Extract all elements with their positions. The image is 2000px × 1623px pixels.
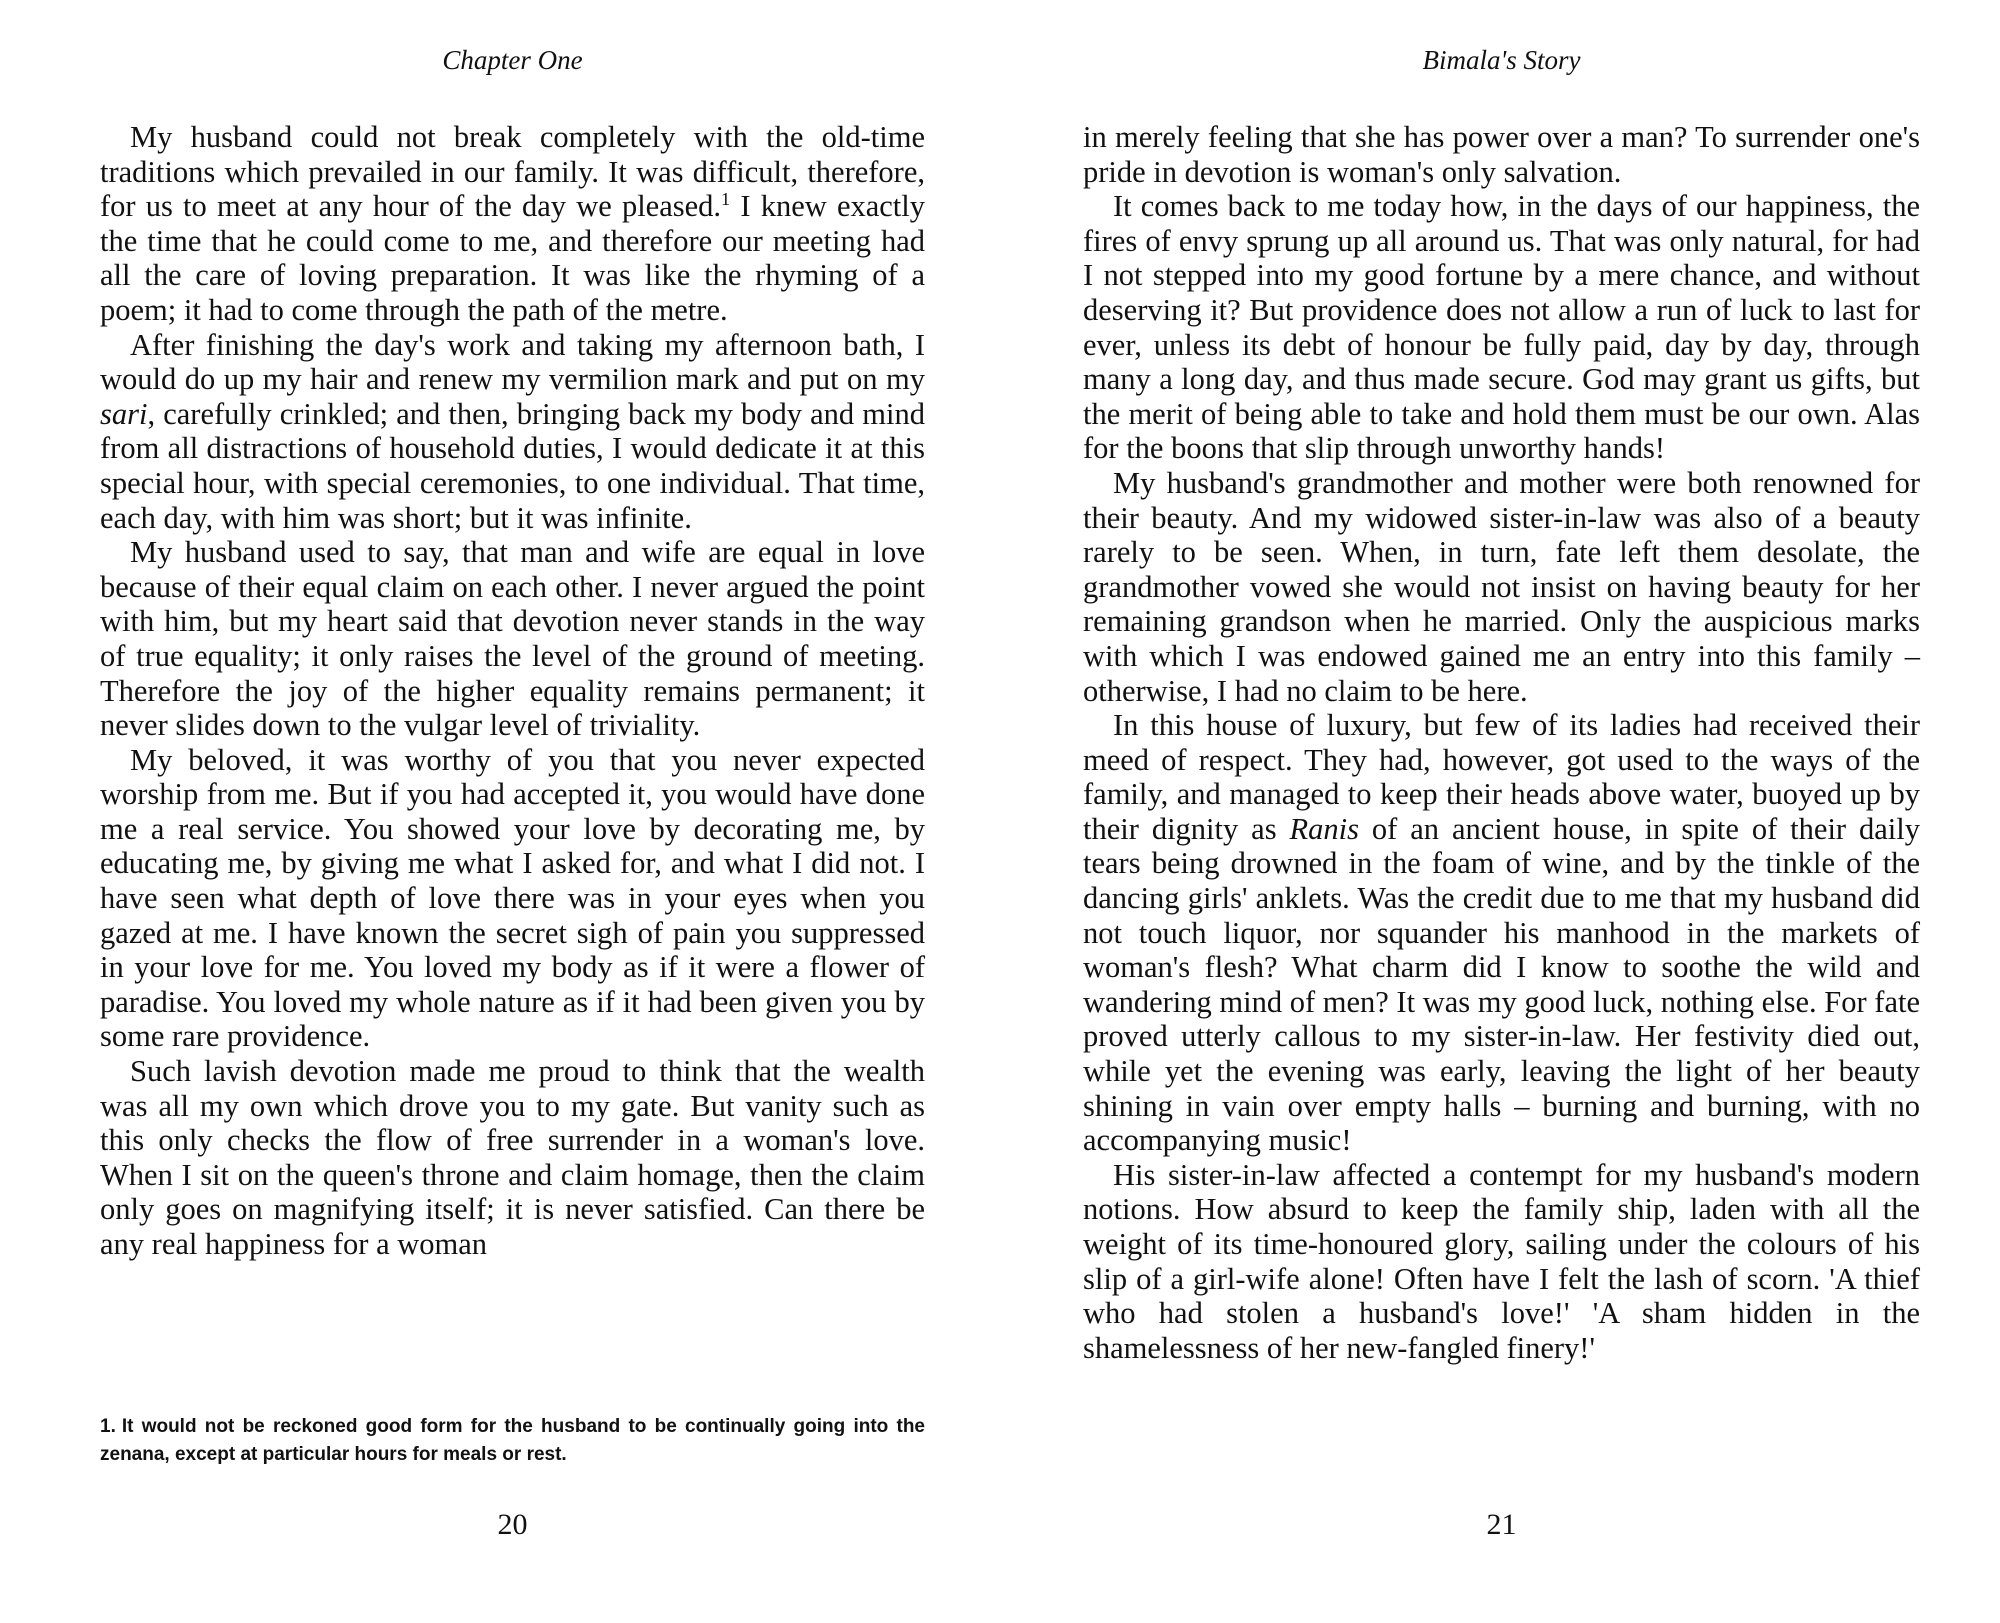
italic-term: sari	[100, 396, 148, 431]
italic-term: Ranis	[1289, 811, 1359, 846]
paragraph: My beloved, it was worthy of you that you never expected worship from me. But if you had accepted it, you would have done me a real service. You showed your love by decorating me, by educating me, by giving me what I asked for, and what I did not. I have seen what depth of love there was in your eyes when you gazed at me. I have known the secret sigh of pain you suppressed in your love for me. You loved my body as if it were a flower of paradise. You loved my whole nature as if it had been given you by some rare providence.	[100, 742, 925, 1054]
left-page-body	[100, 120, 925, 1262]
paragraph	[1083, 708, 1920, 1158]
paragraph-text: of an ancient house, in spite of their daily tears being drowned in the foam of wine, and by the tinkle of the dancing girls' anklets. Was the credit due to me that my husband did not touch liquor, nor squander his manhood in the markets of woman's flesh? What charm did I know to soothe the wild and wandering mind of men? It was my good luck, nothing else. For fate proved utterly callous to my sister-in-law. Her festivity died out, while yet the evening was early, leaving the light of her beauty shining in vain over empty halls – burning and burning, with no accompanying music!	[1083, 811, 1920, 1158]
paragraph-text: My husband could not break completely with the old-time traditions which prevailed in our family. It was difficult, therefore, for us to meet at any hour of the day we pleased.	[100, 120, 925, 224]
page-number-right: 21	[1486, 1508, 1517, 1541]
paragraph: Such lavish devotion made me proud to think that the wealth was all my own which drove you to my gate. But vanity such as this only checks the flow of free surrender in a woman's love. When I sit on the queen's throne and claim homage, then the claim only goes on magnifying itself; it is never satisfied. Can there be any real happiness for a woman	[100, 1054, 925, 1261]
paragraph: My husband's grandmother and mother were both renowned for their beauty. And my widowed sister-in-law was also of a beauty rarely to be seen. When, in turn, fate left them desolate, the grandmother vowed she would not insist on having beauty for her remaining grandson when he married. Only the auspicious marks with which I was endowed gained me an entry into this family – otherwise, I had no claim to be here.	[1083, 465, 1920, 708]
paragraph-text: In this house of luxury, but few of its ladies had received their meed of respect. They had, however, got used to the ways of the family, and managed to keep their heads above water, buoyed up by their dignity as	[1083, 708, 1920, 846]
paragraph	[100, 328, 925, 536]
paragraph-text: , carefully crinkled; and then, bringing back my body and mind from all distractions of household duties, I would dedicate it at this special hour, with special ceremonies, to one individual. That time, each day, with him was short; but it was infinite.	[100, 396, 925, 535]
paragraph-text: After finishing the day's work and taking my afternoon bath, I would do up my hair and renew my vermilion mark and put on my	[100, 327, 925, 397]
running-head-right: Bimala's Story	[1422, 45, 1581, 75]
footnote-text: It would not be reckoned good form for the husband to be continually going into the zenana, except at particular hours for meals or rest.	[100, 1416, 925, 1465]
footnote	[100, 1413, 925, 1469]
paragraph-text: I knew exactly the time that he could come to me, and therefore our meeting had all the care of loving preparation. It was like the rhyming of a poem; it had to come through the path of the metre.	[100, 189, 926, 327]
right-page-body	[1083, 120, 1920, 1365]
footnote-number: 1.	[100, 1416, 116, 1437]
paragraph: His sister-in-law affected a contempt for my husband's modern notions. How absurd to keep the family ship, laden with all the weight of its time-honoured glory, sailing under the colours of his slip of a girl-wife alone! Often have I felt the lash of scorn. 'A thief who had stolen a husband's love!' 'A sham hidden in the shamelessness of her new-fangled finery!'	[1083, 1157, 1920, 1365]
paragraph-continued: in merely feeling that she has power over a man? To surrender one's pride in devotion is woman's only salvation.	[1083, 120, 1920, 189]
paragraph	[100, 120, 925, 328]
right-page	[1083, 0, 1920, 1623]
page-number-left: 20	[497, 1508, 528, 1541]
running-head-left: Chapter One	[442, 45, 583, 75]
paragraph: It comes back to me today how, in the days of our happiness, the fires of envy sprung up all around us. That was only natural, for had I not stepped into my good fortune by a mere chance, and without deserving it? But providence does not allow a run of luck to last for ever, unless its debt of honour be fully paid, day by day, through many a long day, and thus made secure. God may grant us gifts, but the merit of being able to take and hold them must be our own. Alas for the boons that slip through unworthy hands!	[1083, 189, 1920, 466]
left-page	[100, 0, 925, 1623]
footnote-reference: 1	[721, 189, 731, 210]
paragraph: My husband used to say, that man and wife are equal in love because of their equal claim on each other. I never argued the point with him, but my heart said that devotion never stands in the way of true equality; it only raises the level of the ground of meeting. Therefore the joy of the higher equality remains permanent; it never slides down to the vulgar level of triviality.	[100, 535, 925, 743]
